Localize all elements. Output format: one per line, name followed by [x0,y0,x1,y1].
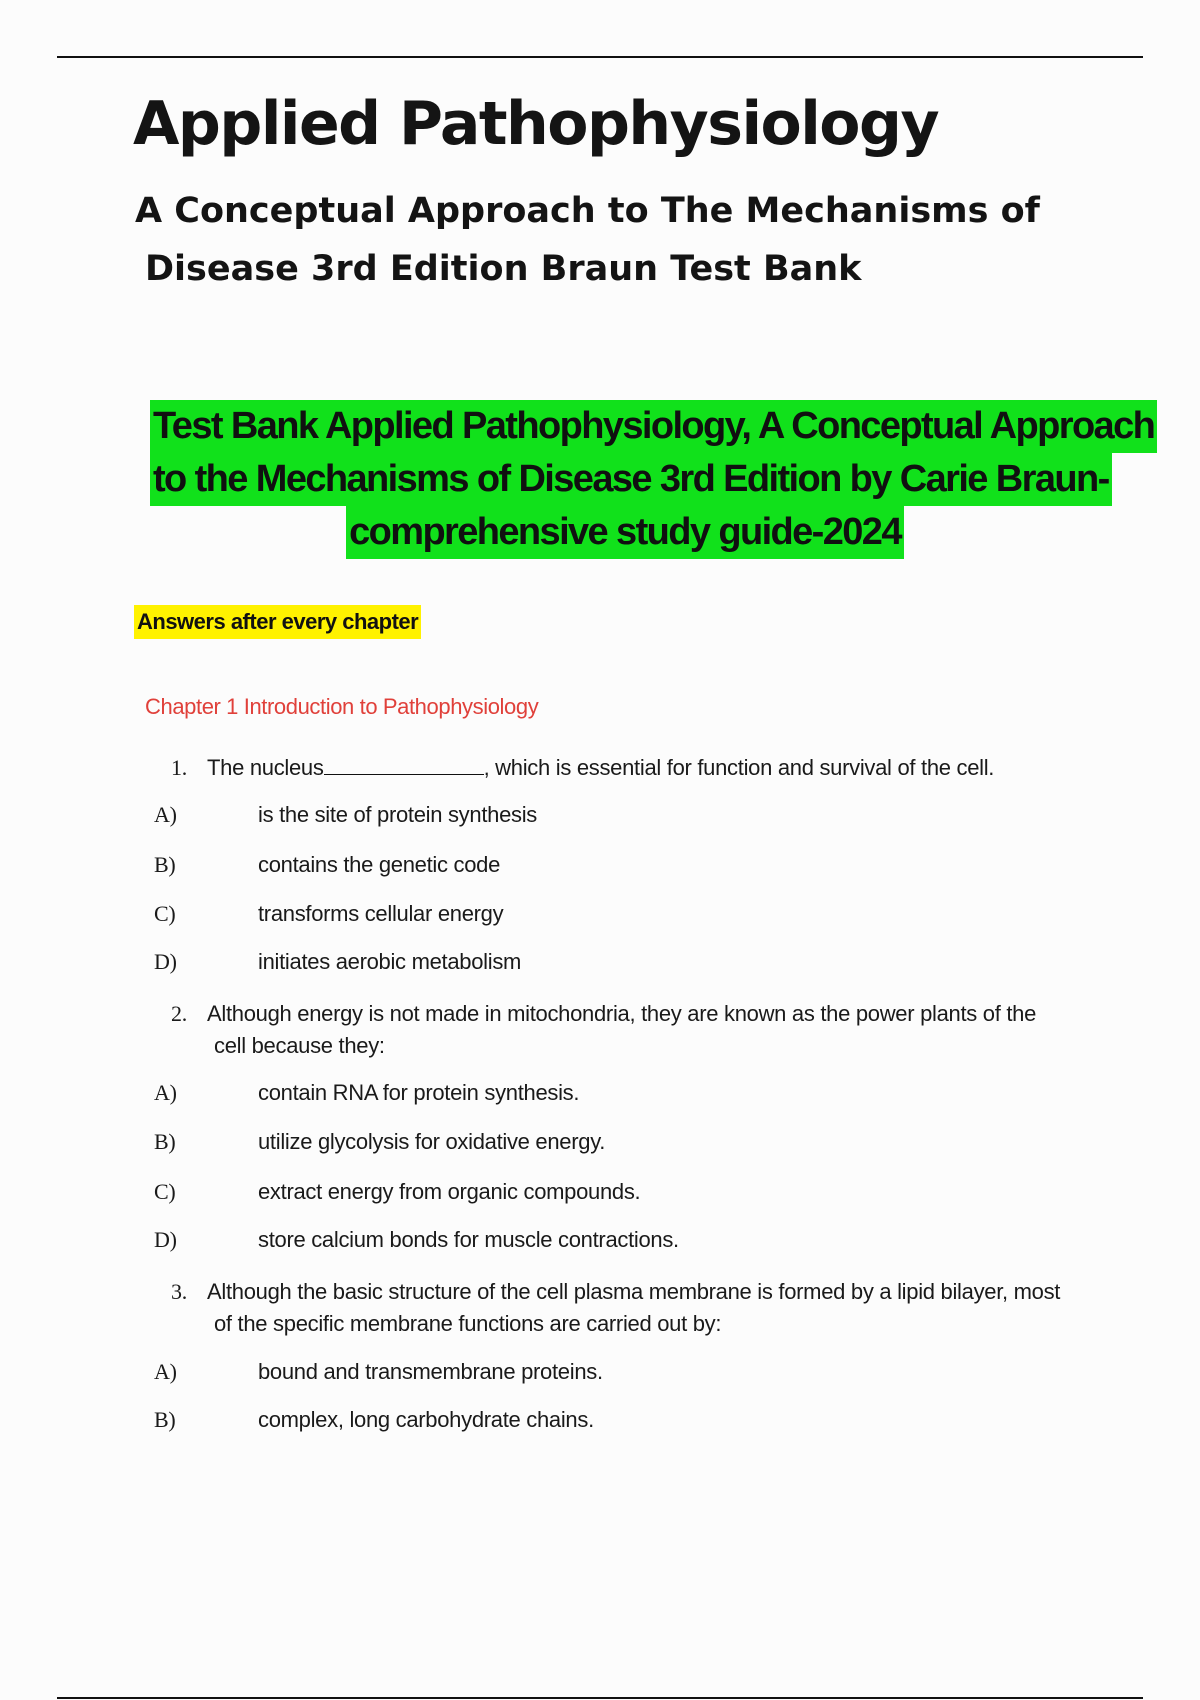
option-letter: C) [154,1179,176,1204]
question-number: 3. [171,1279,187,1304]
document-title: Applied Pathophysiology [133,89,939,159]
option-text: extract energy from organic compounds. [258,1179,641,1204]
question-1 [171,752,1071,784]
option-text: contain RNA for protein synthesis. [258,1080,580,1105]
answers-note: Answers after every chapter [134,605,421,639]
option-text: initiates aerobic metabolism [258,949,522,974]
option-text: store calcium bonds for muscle contractions. [258,1227,679,1252]
question-text [207,1276,1061,1340]
option-letter: A) [154,1080,177,1105]
option-text: bound and transmembrane proteins. [258,1359,603,1384]
question-text-line-2: cell because they: [214,1033,385,1058]
option-letter: B) [154,1407,176,1432]
option-letter: D) [154,1227,177,1252]
question-number: 1. [171,755,187,780]
question-text-start: The nucleus [207,755,324,780]
option-text: transforms cellular energy [258,901,504,926]
option-letter: D) [154,949,177,974]
highlight-line-1: Test Bank Applied Pathophysiology, A Conceptual Approach [150,400,1157,453]
option-text: is the site of protein synthesis [258,802,537,827]
highlight-line-3: comprehensive study guide-2024 [346,506,904,559]
answer-blank [324,754,484,775]
question-text-line-1: Although energy is not made in mitochondria, they are known as the power plants of the [207,1001,1037,1026]
question-text [207,752,1027,784]
document-subtitle [135,182,1040,298]
highlight-line-2: to the Mechanisms of Disease 3rd Edition by Carie Braun- [150,453,1112,506]
question-text-end: , which is essential for function and survival of the cell. [483,755,995,780]
option-text: contains the genetic code [258,852,501,877]
question-text-line-1: Although the basic structure of the cell plasma membrane is formed by a lipid bilayer, most [207,1279,1061,1304]
option-text: complex, long carbohydrate chains. [258,1407,594,1432]
chapter-heading: Chapter 1 Introduction to Pathophysiology [145,694,539,719]
question-number: 2. [171,1001,187,1026]
subtitle-line-2: Disease 3rd Edition Braun Test Bank [145,249,862,289]
question-2 [171,998,1071,1064]
subtitle-line-1: A Conceptual Approach to The Mechanisms of [135,191,1040,231]
highlighted-description [150,400,1155,559]
top-rule [57,56,1143,58]
bottom-rule [57,1697,1143,1699]
question-text [207,998,1037,1062]
question-text-line-2: of the specific membrane functions are carried out by: [214,1311,722,1336]
option-letter: A) [154,1359,177,1384]
option-letter: A) [154,802,177,827]
option-letter: B) [154,1129,176,1154]
option-text: utilize glycolysis for oxidative energy. [258,1129,606,1154]
option-letter: C) [154,901,176,926]
question-3 [171,1276,1071,1342]
option-letter: B) [154,852,176,877]
